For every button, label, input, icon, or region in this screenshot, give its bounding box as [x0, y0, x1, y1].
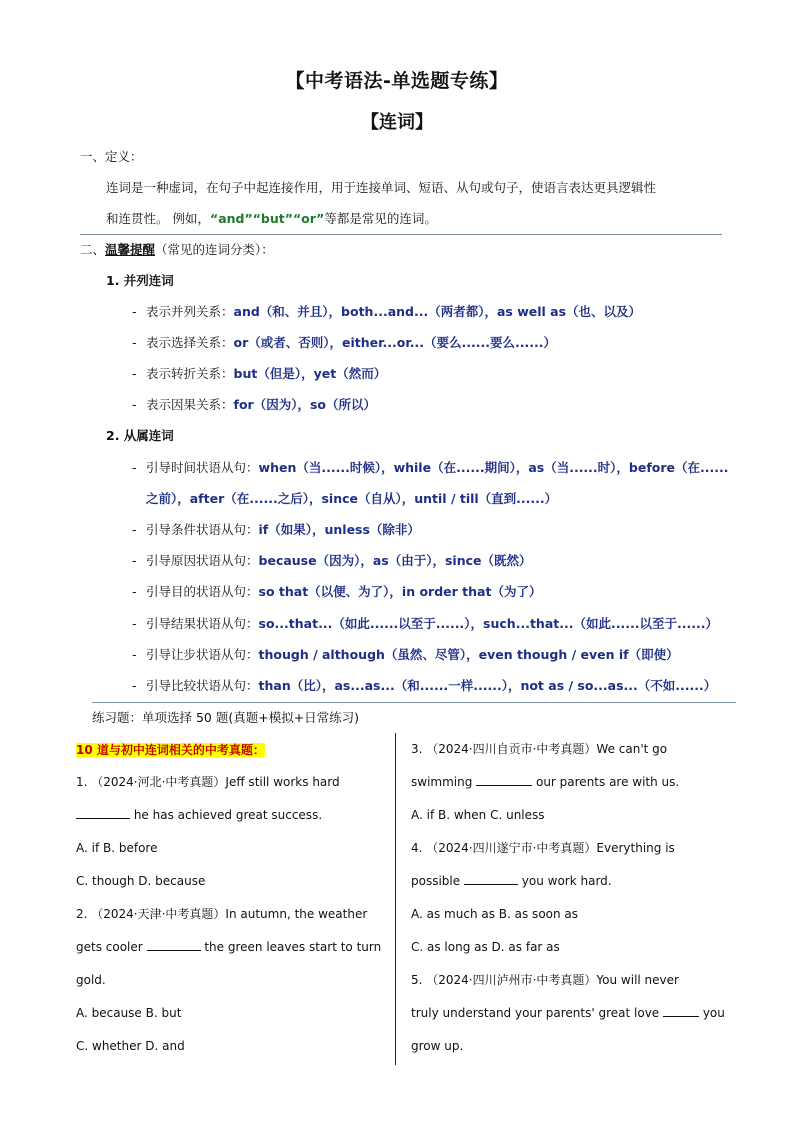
question-line: A. because B. but: [76, 1006, 182, 1020]
definition-heading: 一、定义：: [80, 149, 143, 164]
sub-item-continued: 之前），after（在......之后），since（自从），until / till（直到......）: [146, 491, 558, 506]
question-line: truly understand your parents' great love you: [411, 1006, 725, 1020]
question-line: A. if B. before: [76, 841, 158, 855]
question-line: C. as long as D. as far as: [411, 940, 560, 954]
definition-line-2-b: 等都是常见的连词。: [324, 211, 437, 226]
definition-line-2-a: 和连贯性。 例如，: [106, 211, 210, 226]
sub-item: - 引导比较状语从句：than（比），as...as...（和......一样......），not as / so...as...（不如......）: [132, 678, 717, 693]
question-line: 1. （2024·河北·中考真题）Jeff still works hard: [76, 775, 340, 789]
question-line: possible you work hard.: [411, 874, 612, 888]
practice-heading: 练习题：单项选择 50 题(真题+模拟+日常练习): [92, 710, 360, 725]
answer-blank: [76, 806, 130, 819]
tips-heading: [80, 242, 274, 258]
answer-blank: [663, 1004, 699, 1017]
question-line: swimming our parents are with us.: [411, 775, 680, 789]
sub-item: - 引导原因状语从句：because（因为），as（由于），since（既然）: [132, 553, 532, 568]
question-line: C. whether D. and: [76, 1039, 185, 1053]
sub-item: - 引导让步状语从句：though / although（虽然、尽管），even though / even if（即使）: [132, 647, 679, 662]
coord-item: - 表示转折关系：but（但是），yet（然而）: [132, 366, 387, 381]
sub-item: - 引导目的状语从句：so that（以便、为了），in order that（为了）: [132, 584, 542, 599]
coord-item: - 表示选择关系：or（或者、否则），either...or...（要么......要么......）: [132, 335, 556, 350]
answer-blank: [147, 938, 201, 951]
question-line: 5. （2024·四川泸州市·中考真题）You will never: [411, 973, 679, 987]
sub-item: - 引导结果状语从句：so...that...（如此......以至于......），such...that...（如此......以至于......）: [132, 616, 718, 631]
tips-heading-rest: （常见的连词分类）：: [155, 242, 274, 257]
tips-heading-bold: 温馨提醒: [105, 242, 156, 257]
coord-item: - 表示因果关系：for（因为），so（所以）: [132, 397, 376, 412]
answer-blank: [476, 773, 532, 786]
coord-title: 1. 并列连词: [106, 273, 174, 288]
definition-keywords: “and”“but”“or”: [209, 211, 325, 226]
question-line: 2. （2024·天津·中考真题）In autumn, the weather: [76, 907, 368, 921]
highlight-heading: 10 道与初中连词相关的中考真题：: [76, 743, 265, 757]
question-line: he has achieved great success.: [76, 799, 384, 832]
definition-line-1: 连词是一种虚词，在句子中起连接作用，用于连接单词、短语、从句或句子，使语言表达更具逻辑性: [106, 180, 657, 195]
sub-item: - 引导时间状语从句：when（当......时候），while（在......期间），as（当......时），before（在......: [132, 460, 729, 475]
column-divider: [395, 733, 396, 1065]
tips-heading-num: 二、: [80, 242, 106, 257]
sub-title: 2. 从属连词: [106, 428, 174, 443]
question-line: 3. （2024·四川自贡市·中考真题）We can't go: [411, 742, 668, 756]
coord-item: - 表示并列关系：and（和、并且），both...and...（两者都），as well as（也、以及）: [132, 304, 642, 319]
left-column: [76, 766, 384, 1063]
definition-line-2: [106, 211, 437, 227]
question-line: gets cooler the green leaves start to turn: [76, 940, 382, 954]
page-subtitle: 【连词】: [361, 112, 433, 133]
right-column: [411, 733, 725, 1063]
divider-line: [92, 702, 736, 703]
question-line: A. if B. when C. unless: [411, 808, 545, 822]
question-line: grow up.: [411, 1039, 464, 1053]
question-line: gold.: [76, 973, 106, 987]
answer-blank: [464, 872, 518, 885]
page-title: 【中考语法-单选题专练】: [285, 70, 509, 92]
question-line: A. as much as B. as soon as: [411, 907, 579, 921]
question-line: C. though D. because: [76, 874, 206, 888]
divider-line: [80, 234, 722, 235]
question-line: 4. （2024·四川遂宁市·中考真题）Everything is: [411, 841, 675, 855]
sub-item: - 引导条件状语从句：if（如果），unless（除非）: [132, 522, 420, 537]
